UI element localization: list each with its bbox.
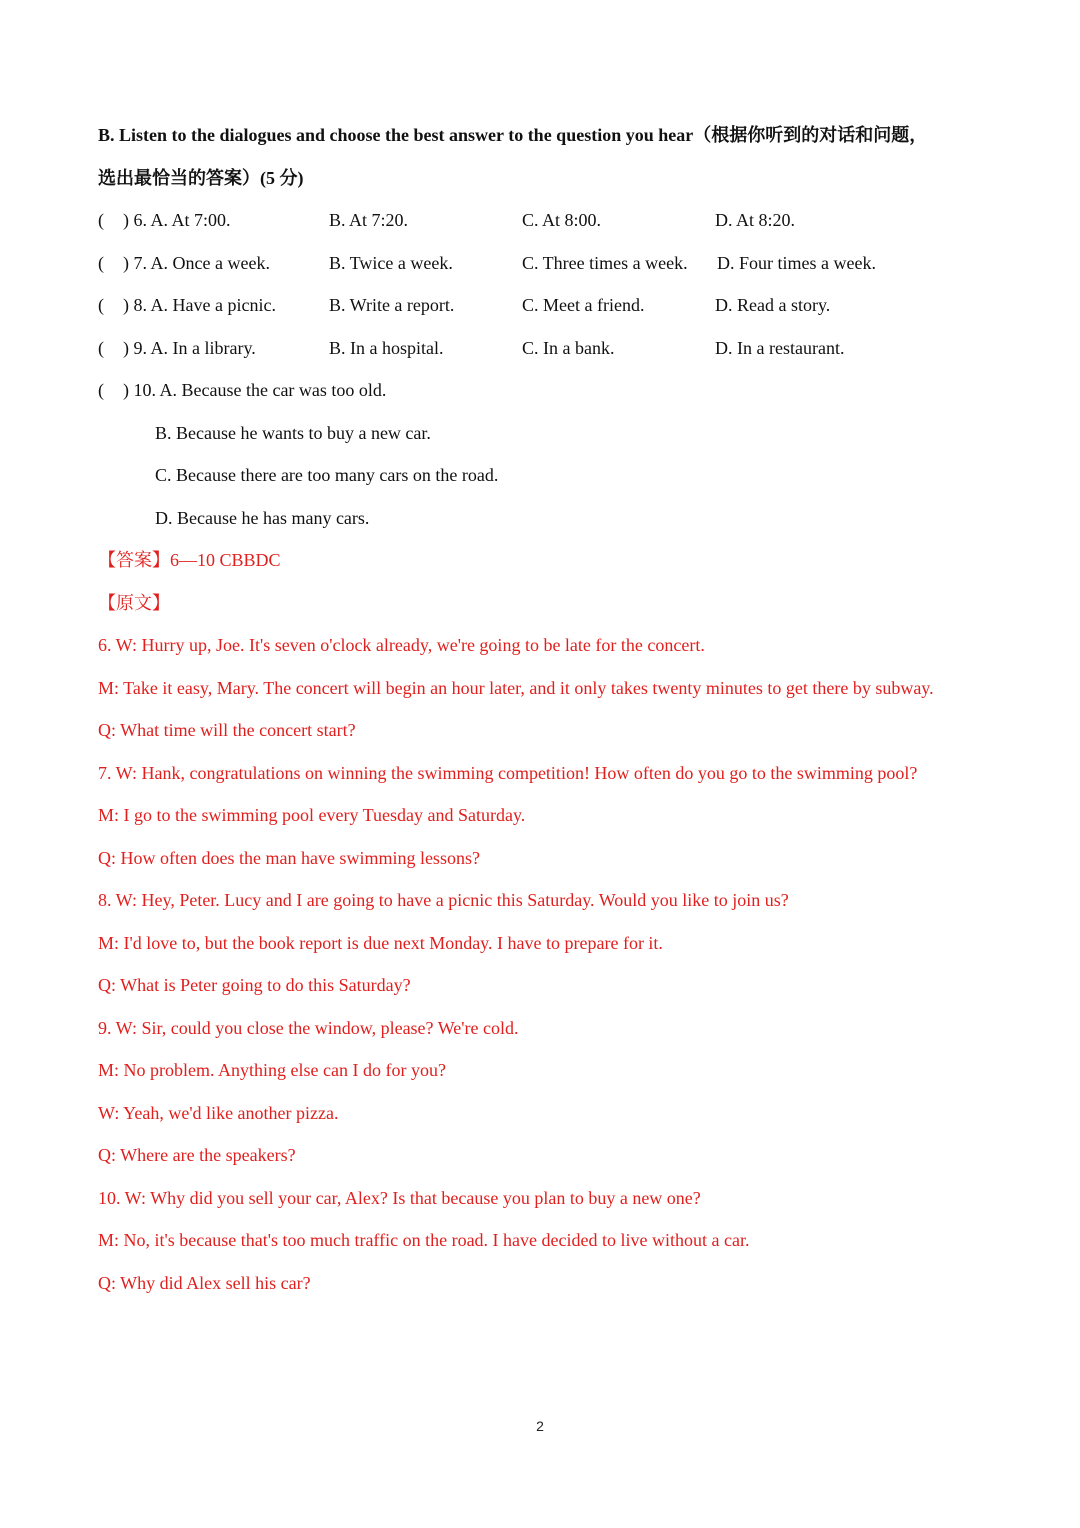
option-d: D. In a restaurant. — [715, 337, 845, 358]
answer-blank: ( — [98, 252, 104, 273]
question-10 — [98, 369, 998, 412]
answer-text: 6—10 CBBDC — [170, 550, 281, 570]
answer-line — [98, 539, 998, 582]
question-10-option-c: C. Because there are too many cars on the road. — [155, 465, 499, 485]
transcript-line: 8. W: Hey, Peter. Lucy and I are going to have a picnic this Saturday. Would you like to join us? — [98, 890, 789, 910]
question-stem: ) 6. A. At 7:00. — [123, 210, 231, 230]
option-c: C. Meet a friend. — [522, 295, 645, 315]
transcript-line: Q: What is Peter going to do this Saturday? — [98, 975, 411, 995]
option-b: B. Write a report. — [329, 295, 455, 315]
question-10-option-b: B. Because he wants to buy a new car. — [155, 422, 431, 443]
transcript-line: W: Yeah, we'd like another pizza. — [98, 1102, 339, 1123]
answer-blank: ( — [98, 380, 104, 400]
answer-blank: ( — [98, 210, 104, 230]
answer-blank: ( — [98, 337, 104, 358]
transcript-line: 6. W: Hurry up, Joe. It's seven o'clock already, we're going to be late for the concert. — [98, 635, 705, 655]
option-c: C. Three times a week. — [522, 252, 688, 273]
question-8 — [98, 284, 998, 327]
question-6 — [98, 199, 998, 242]
option-d: D. Read a story. — [715, 295, 831, 315]
section-title-line-1: B. Listen to the dialogues and choose the best answer to the question you hear（根据你听到的对话和问题， — [98, 125, 928, 145]
option-d: D. Four times a week. — [717, 252, 876, 273]
option-b: B. Twice a week. — [329, 252, 453, 273]
section-title-line-2: 选出最恰当的答案）(5 分) — [98, 167, 304, 188]
answer-label: 【答案】 — [98, 550, 170, 571]
answer-blank: ( — [98, 295, 104, 315]
transcript-line: 7. W: Hank, congratulations on winning the swimming competition! How often do you go to the swimming pool? — [98, 762, 918, 783]
transcript-line: 10. W: Why did you sell your car, Alex? Is that because you plan to buy a new one? — [98, 1187, 701, 1208]
question-stem: ) 7. A. Once a week. — [123, 252, 270, 273]
transcript-line: M: No problem. Anything else can I do for you? — [98, 1060, 446, 1080]
question-10-option-d: D. Because he has many cars. — [155, 507, 370, 528]
option-b: B. In a hospital. — [329, 337, 444, 358]
transcript-line: M: I'd love to, but the book report is due next Monday. I have to prepare for it. — [98, 932, 663, 953]
transcript-line: M: No, it's because that's too much traffic on the road. I have decided to live without a car. — [98, 1230, 750, 1250]
question-stem: ) 9. A. In a library. — [123, 337, 256, 358]
page-number: 2 — [536, 1418, 544, 1434]
transcript-line: Q: What time will the concert start? — [98, 720, 356, 740]
option-d: D. At 8:20. — [715, 210, 796, 230]
transcript-line: Q: Why did Alex sell his car? — [98, 1272, 311, 1293]
question-9 — [98, 327, 998, 370]
transcript-line: Q: Where are the speakers? — [98, 1145, 296, 1165]
transcript-label: 【原文】 — [98, 592, 170, 614]
option-b: B. At 7:20. — [329, 210, 409, 230]
option-c: C. At 8:00. — [522, 210, 602, 230]
transcript-line: M: Take it easy, Mary. The concert will begin an hour later, and it only takes twenty minutes to get there by subway. — [98, 677, 934, 698]
transcript-line: 9. W: Sir, could you close the window, please? We're cold. — [98, 1017, 519, 1038]
option-c: C. In a bank. — [522, 337, 615, 358]
transcript-heading — [98, 582, 998, 625]
question-stem: ) 8. A. Have a picnic. — [123, 295, 276, 315]
transcript-line: M: I go to the swimming pool every Tuesday and Saturday. — [98, 805, 526, 825]
transcript-line: Q: How often does the man have swimming lessons? — [98, 847, 480, 868]
question-7 — [98, 242, 998, 285]
document-page — [98, 114, 998, 1304]
question-stem: ) 10. A. Because the car was too old. — [123, 380, 387, 400]
